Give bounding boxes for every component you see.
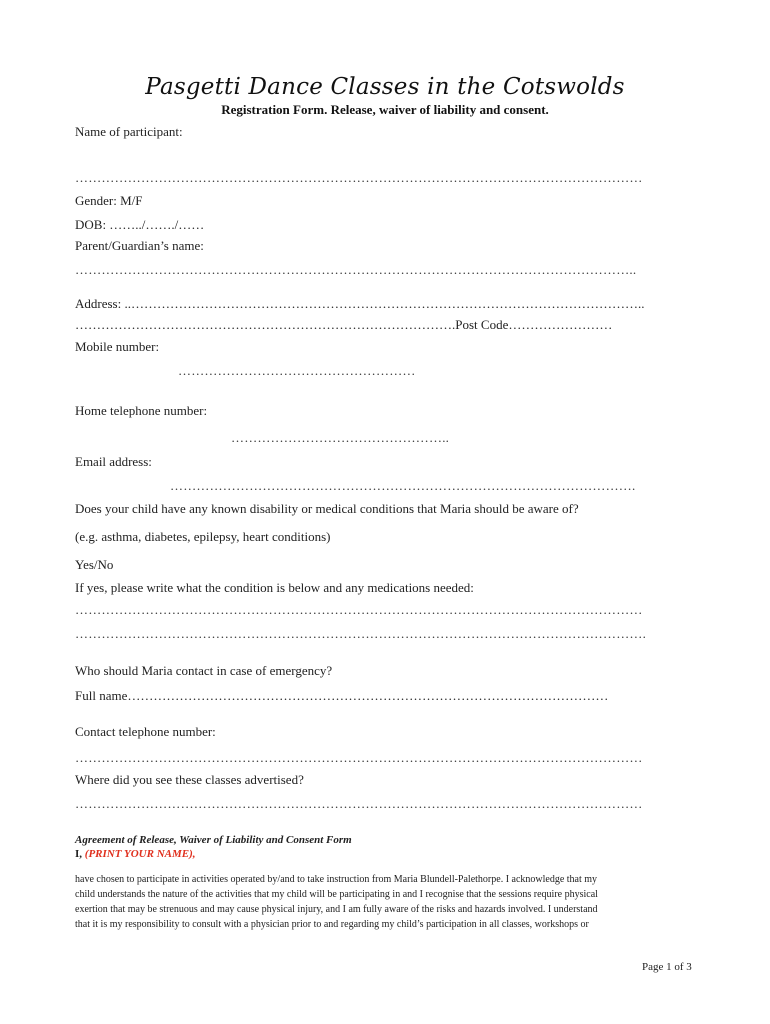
- agreement-body-line-1: have chosen to participate in activities operated by/and to take instruction from Maria Blundell-Palethorpe. I acknowledge that my: [75, 874, 598, 885]
- guardian-field[interactable]: ………………………………………………………………………………………………………………..: [75, 262, 637, 277]
- mobile-field[interactable]: ………………………………………………: [178, 363, 416, 378]
- gender-field[interactable]: Gender: M/F: [75, 193, 143, 208]
- form-subtitle: Registration Form. Release, waiver of liability and consent.: [221, 102, 549, 117]
- condition-field-line-2[interactable]: ………………………………………………………………………………………………………………….: [75, 626, 647, 641]
- condition-field-line-1[interactable]: …………………………………………………………………………………………………………………: [75, 602, 643, 617]
- emergency-question: Who should Maria contact in case of emergency?: [75, 663, 333, 678]
- guardian-label: Parent/Guardian’s name:: [75, 238, 204, 253]
- agreement-body-line-3: exertion that may be strenuous and may cause physical injury, and I am fully aware of the risks and hazards involved. I understand: [75, 904, 598, 915]
- contact-telephone-field[interactable]: …………………………………………………………………………………………………………………: [75, 750, 643, 765]
- disability-examples: (e.g. asthma, diabetes, epilepsy, heart conditions): [75, 529, 331, 544]
- email-field[interactable]: …………………………………………………………………………………………….: [170, 478, 636, 493]
- agreement-i-prefix: I,: [75, 848, 85, 860]
- condition-prompt: If yes, please write what the condition is below and any medications needed:: [75, 580, 474, 595]
- address-field[interactable]: Address: ..………………………………………………………………………………………………………..: [75, 296, 645, 311]
- agreement-body-line-4: that it is my responsibility to consult with a physician prior to and regarding my child’s participation in all classes, workshops or: [75, 919, 589, 930]
- participant-field[interactable]: …………………………………………………………………………………………………………………: [75, 170, 643, 185]
- yes-no-field[interactable]: Yes/No: [75, 557, 114, 572]
- contact-telephone-label: Contact telephone number:: [75, 724, 216, 739]
- mobile-label: Mobile number:: [75, 339, 160, 354]
- participant-label: Name of participant:: [75, 124, 183, 139]
- agreement-body-line-2: child understands the nature of the activities that my child will be participating in and I recognise that the sessions require physical: [75, 889, 598, 900]
- address-postcode-field[interactable]: …………………………………………………………………………….Post Code……………………: [75, 317, 613, 332]
- agreement-heading: Agreement of Release, Waiver of Liability and Consent Form: [75, 834, 352, 846]
- disability-question: Does your child have any known disability or medical conditions that Maria should be aware of?: [75, 501, 579, 516]
- dob-field[interactable]: DOB: ……../……./……: [75, 217, 205, 232]
- emergency-full-name-field[interactable]: Full name…………………………………………………………………………………………………: [75, 688, 609, 703]
- agreement-name-line[interactable]: [75, 847, 196, 861]
- print-name-field[interactable]: (PRINT YOUR NAME),: [84, 848, 196, 860]
- advert-field[interactable]: …………………………………………………………………………………………………………………: [75, 796, 643, 811]
- advert-question: Where did you see these classes advertised?: [75, 772, 304, 787]
- page-number: Page 1 of 3: [642, 961, 692, 973]
- email-label: Email address:: [75, 454, 152, 469]
- home-telephone-field[interactable]: …………………………………………..: [231, 430, 450, 445]
- home-telephone-label: Home telephone number:: [75, 403, 208, 418]
- page-title: Pasgetti Dance Classes in the Cotswolds: [145, 74, 625, 100]
